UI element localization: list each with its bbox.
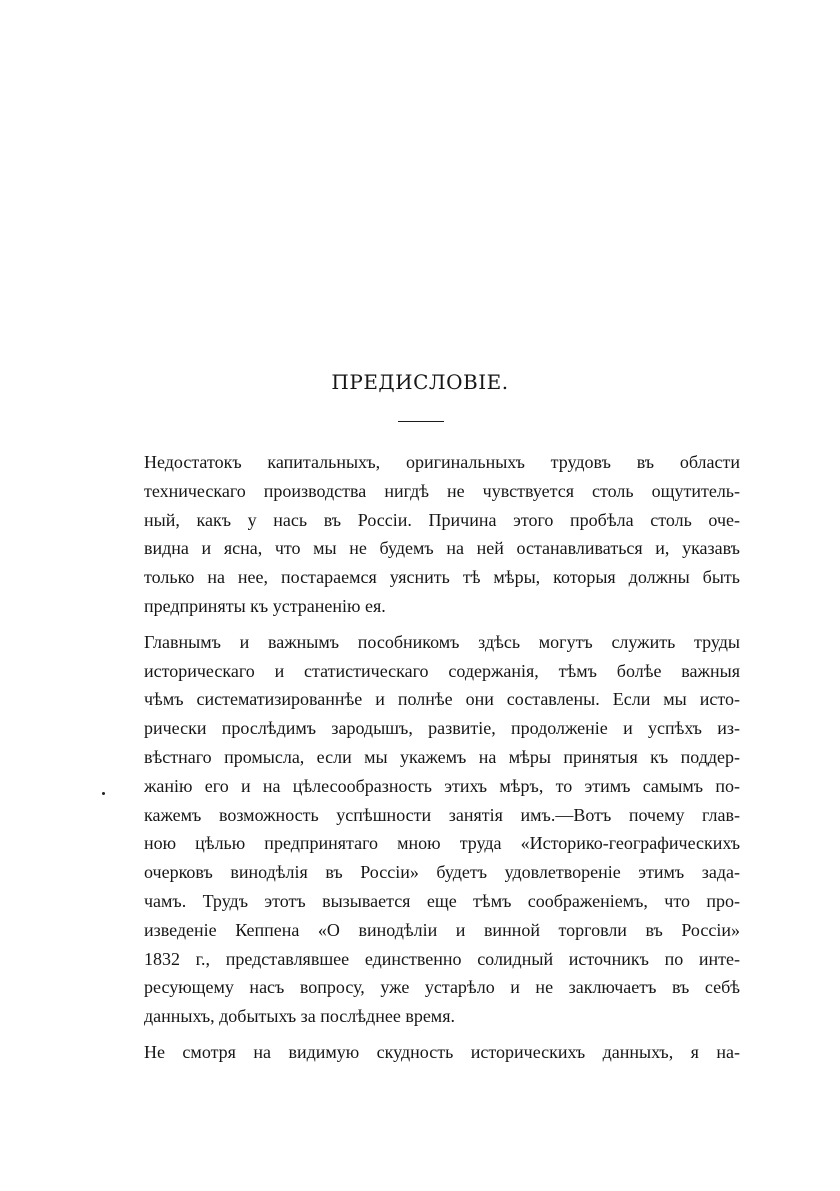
text-line: Не смотря на видимую скудность историческихъ данныхъ, я на- bbox=[144, 1041, 740, 1062]
print-speck bbox=[102, 792, 105, 795]
text-line: историческаго и статистическаго содержанія, тѣмъ болѣе важныя bbox=[144, 660, 740, 681]
text-line: ресующему насъ вопросу, уже устарѣло и не заключаетъ въ себѣ bbox=[144, 977, 740, 998]
text-line: ною цѣлью предпринятаго мною труда «Историко-географическихъ bbox=[144, 833, 740, 854]
text-line: жанію его и на цѣлесообразность этихъ мѣръ, то этимъ самымъ по- bbox=[144, 775, 740, 796]
page-heading: ПРЕДИСЛОВІЕ. bbox=[331, 370, 509, 394]
text-line: чѣмъ систематизированнѣе и полнѣе они составлены. Если мы исто- bbox=[144, 689, 740, 710]
text-line: только на нее, постараемся уяснить тѣ мѣры, которыя должны быть bbox=[144, 567, 740, 588]
text-line: 1832 г., представлявшее единственно солидный источникъ по инте- bbox=[144, 948, 740, 969]
text-line: рически прослѣдимъ зародышъ, развитіе, продолженіе и успѣхъ из- bbox=[144, 718, 740, 739]
body-text bbox=[112, 448, 740, 1074]
text-line: ный, какъ у нась въ Россіи. Причина этого пробѣла столь оче- bbox=[144, 509, 740, 530]
text-line: Главнымъ и важнымъ пособникомъ здѣсь могутъ служить труды bbox=[144, 631, 740, 652]
text-line: очерковъ винодѣлія въ Россіи» будетъ удовлетвореніе этимъ зада- bbox=[144, 862, 740, 883]
paragraph-1 bbox=[112, 448, 740, 621]
text-line: данныхъ, добытыхъ за послѣднее время. bbox=[144, 1006, 455, 1027]
text-line: вѣстнаго промысла, если мы укажемъ на мѣры принятыя къ поддер- bbox=[144, 746, 740, 767]
text-line: видна и ясна, что мы не будемъ на ней останавливаться и, указавъ bbox=[144, 538, 740, 559]
text-line: изведеніе Кеппена «О винодѣліи и винной торговли въ Россіи» bbox=[144, 919, 740, 940]
text-line: Недостатокъ капитальныхъ, оригинальныхъ трудовъ въ области bbox=[144, 452, 740, 472]
text-line: техническаго производства нигдѣ не чувствуется столь ощутитель- bbox=[144, 480, 740, 501]
text-line: предприняты къ устраненію ея. bbox=[144, 595, 386, 616]
heading-divider bbox=[398, 421, 444, 422]
paragraph-3 bbox=[112, 1038, 740, 1067]
paragraph-2 bbox=[112, 628, 740, 1031]
text-line: чамъ. Трудъ этотъ вызывается еще тѣмъ соображеніемъ, что про- bbox=[144, 890, 740, 911]
text-line: кажемъ возможность успѣшности занятія имъ.—Вотъ почему глав- bbox=[144, 804, 740, 825]
